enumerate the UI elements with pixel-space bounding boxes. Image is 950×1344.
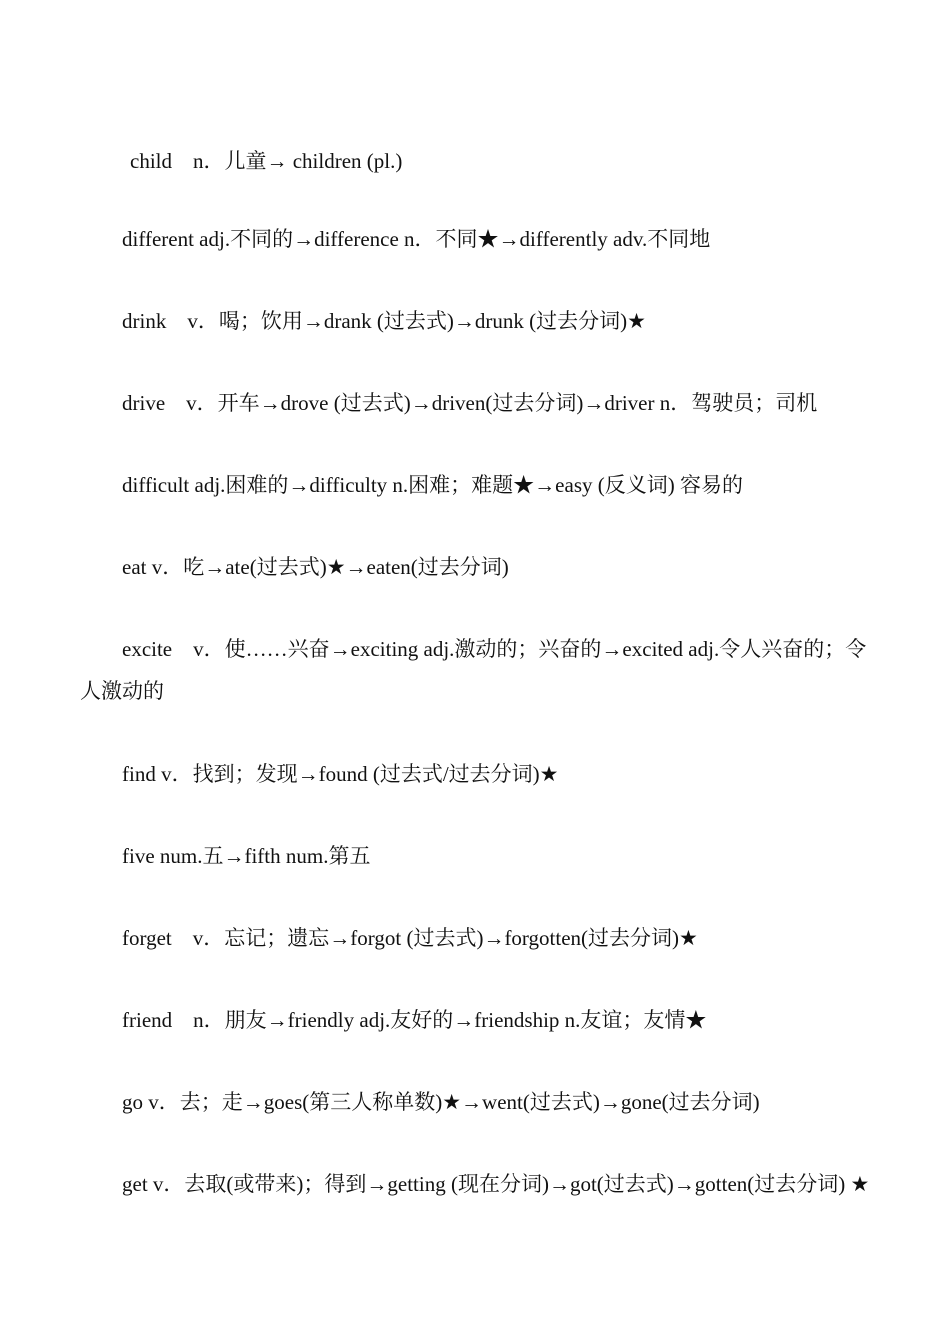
vocab-entry-find: find v．找到；发现→found (过去式/过去分词)★ bbox=[122, 762, 559, 786]
vocab-entry-five: five num.五→fifth num.第五 bbox=[122, 844, 371, 868]
vocab-entry-drive: drive v．开车→drove (过去式)→driven(过去分词)→driver n．驾驶员；司机 bbox=[122, 391, 818, 415]
vocab-entry-eat: eat v．吃→ate(过去式)★→eaten(过去分词) bbox=[122, 555, 509, 579]
vocab-entry-child: child n．儿童→ children (pl.) bbox=[130, 149, 403, 173]
vocab-entry-get: get v．去取(或带来)；得到→getting (现在分词)→got(过去式)→gotten(过去分词) ★ bbox=[122, 1172, 870, 1196]
vocab-entry-drink: drink v．喝；饮用→drank (过去式)→drunk (过去分词)★ bbox=[122, 309, 646, 333]
vocab-entry-friend: friend n．朋友→friendly adj.友好的→friendship n.友谊；友情★ bbox=[122, 1008, 707, 1032]
vocab-entry-different: different adj.不同的→difference n．不同★→differently adv.不同地 bbox=[122, 227, 711, 251]
vocab-entry-go: go v．去；走→goes(第三人称单数)★→went(过去式)→gone(过去分词) bbox=[122, 1090, 760, 1114]
vocab-entry-forget: forget v．忘记；遗忘→forgot (过去式)→forgotten(过去分词)★ bbox=[122, 926, 698, 950]
vocab-entry-difficult: difficult adj.困难的→difficulty n.困难；难题★→easy (反义词) 容易的 bbox=[122, 473, 743, 497]
vocab-entry-excite: excite v．使……兴奋→exciting adj.激动的；兴奋的→excited adj.令人兴奋的；令人激动的 bbox=[80, 637, 867, 703]
